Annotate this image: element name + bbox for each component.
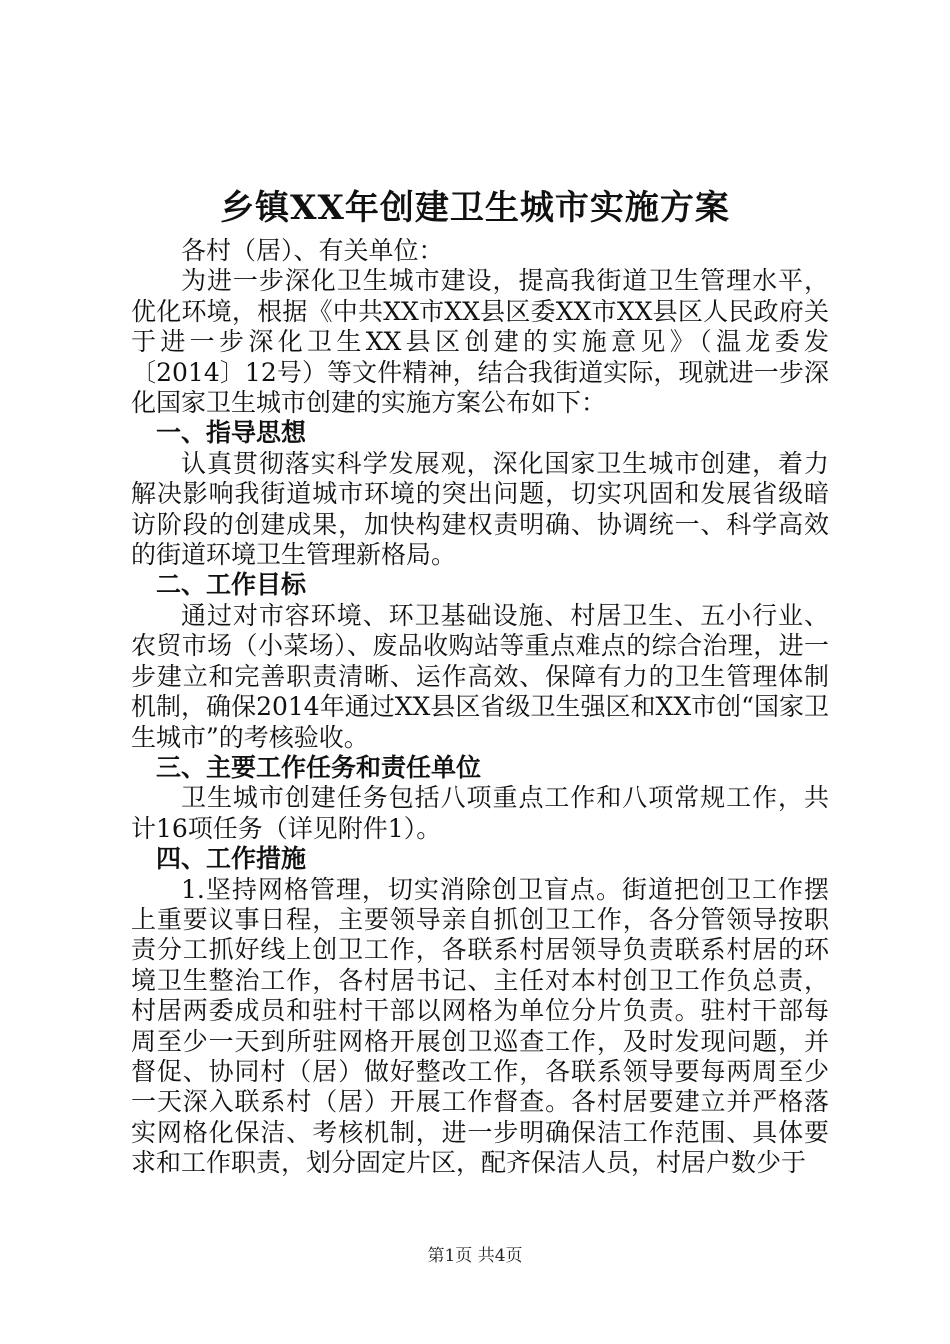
section-paragraph-main-tasks: 卫生城市创建任务包括八项重点工作和八项常规工作，共计16项任务（详见附件1）。 <box>131 783 829 843</box>
section-heading-work-goals: 二、工作目标 <box>156 570 307 600</box>
intro-paragraph: 为进一步深化卫生城市建设，提高我街道卫生管理水平，优化环境，根据《中共XX市XX县区委XX市XX县区人民政府关于进一步深化卫生XX县区创建的实施意见》（温龙委发〔2014〕12号）等文件精神，结合我街道实际，现就进一步深化国家卫生城市创建的实施方案公布如下： <box>131 266 829 418</box>
section-paragraph-work-measures: 1.坚持网格管理，切实消除创卫盲点。街道把创卫工作摆上重要议事日程，主要领导亲自抓创卫工作，各分管领导按职责分工抓好线上创卫工作，各联系村居领导负责联系村居的环境卫生整治工作，各村居书记、主任对本村创卫工作负总责，村居两委成员和驻村干部以网格为单位分片负责。驻村干部每周至少一天到所驻网格开展创卫巡查工作，及时发现问题，并督促、协同村（居）做好整改工作，各联系领导要每两周至少一天深入联系村（居）开展工作督查。各村居要建立并严格落实网格化保洁、考核机制，进一步明确保洁工作范围、具体要求和工作职责，划分固定片区，配齐保洁人员，村居户数少于 <box>131 874 829 1178</box>
salutation: 各村（居）、有关单位： <box>181 236 444 265</box>
document-body <box>131 236 829 1179</box>
document-title: 乡镇XX年创建卫生城市实施方案 <box>220 188 730 228</box>
section-heading-main-tasks: 三、主要工作任务和责任单位 <box>156 752 482 782</box>
page-number-footer: 第1页 共4页 <box>427 1246 523 1266</box>
section-paragraph-guiding-ideology: 认真贯彻落实科学发展观，深化国家卫生城市创建，着力解决影响我街道城市环境的突出问题，切实巩固和发展省级暗访阶段的创建成果，加快构建权责明确、协调统一、科学高效的街道环境卫生管理新格局。 <box>131 448 829 570</box>
section-heading-guiding-ideology: 一、指导思想 <box>156 418 307 448</box>
section-paragraph-work-goals: 通过对市容环境、环卫基础设施、村居卫生、五小行业、农贸市场（小菜场）、废品收购站等重点难点的综合治理，进一步建立和完善职责清晰、运作高效、保障有力的卫生管理体制机制，确保2014年通过XX县区省级卫生强区和XX市创“国家卫生城市”的考核验收。 <box>131 600 829 752</box>
section-heading-work-measures: 四、工作措施 <box>156 844 307 874</box>
